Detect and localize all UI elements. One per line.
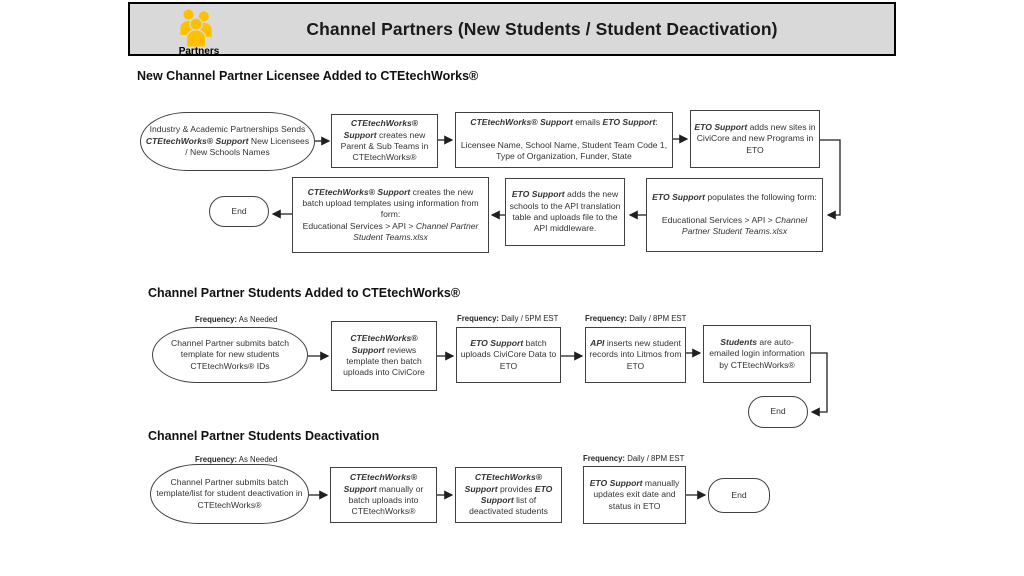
flow-node-support-reviews-template: CTEtechWorks® Support reviews template then batch uploads into CiviCore	[331, 321, 437, 391]
frequency-label: Frequency: As Needed	[195, 315, 278, 324]
flow-node-eto-populates-form: ETO Support populates the following form: Educational Services > API > Channel Partner Student Teams.xlsx	[646, 178, 823, 252]
flow-node-start-partner-submits-deactivation: Channel Partner submits batch template/list for student deactivation in CTEtechWorks®	[150, 464, 309, 524]
flow-node-support-emails-eto: CTEtechWorks® Support emails ETO Support: Licensee Name, School Name, Student Team Code 1, Type of Organization, Funder, State	[455, 112, 673, 168]
connector-arrow-elbow	[811, 353, 827, 412]
frequency-label: Frequency: Daily / 8PM EST	[583, 454, 685, 463]
flow-node-end-section2: End	[748, 396, 808, 428]
flow-node-support-manual-batch-upload: CTEtechWorks® Support manually or batch uploads into CTEtechWorks®	[330, 467, 437, 523]
page-title: Channel Partners (New Students / Student Deactivation)	[306, 19, 778, 39]
section-title-new-licensee: New Channel Partner Licensee Added to CTEtechWorks®	[137, 69, 479, 83]
logo-label: Partners	[178, 46, 220, 57]
frequency-label: Frequency: Daily / 8PM EST	[585, 314, 687, 323]
flow-node-eto-adds-sites: ETO Support adds new sites in CiviCore and new Programs in ETO	[690, 110, 820, 168]
flow-node-start-industry-partnerships: Industry & Academic Partnerships Sends CTEtechWorks® Support New Licensees / New Schools Names	[140, 112, 315, 171]
section-title-students-added: Channel Partner Students Added to CTEtechWorks®	[148, 286, 461, 300]
frequency-label: Frequency: As Needed	[195, 455, 278, 464]
flow-node-eto-adds-schools-api: ETO Support adds the new schools to the API translation table and uploads file to the API middleware.	[505, 178, 625, 246]
flow-node-end-section1: End	[209, 196, 269, 227]
flow-node-eto-batch-uploads: ETO Support batch uploads CiviCore Data to ETO	[456, 327, 561, 383]
flow-node-start-partner-submits-template: Channel Partner submits batch template for new students CTEtechWorks® IDs	[152, 327, 308, 383]
flow-node-students-auto-emailed: Students are auto-emailed login information by CTEtechWorks®	[703, 325, 811, 383]
flow-node-end-section3: End	[708, 478, 770, 513]
flow-node-support-creates-teams: CTEtechWorks® Support creates new Parent & Sub Teams in CTEtechWorks®	[331, 114, 438, 168]
frequency-label: Frequency: Daily / 5PM EST	[457, 314, 559, 323]
flow-node-support-creates-templates: CTEtechWorks® Support creates the new batch upload templates using information from form: Educational Services > API > Channel Partner Student Teams.xlsx	[292, 177, 489, 253]
title-bar	[128, 2, 896, 56]
flow-node-support-provides-list: CTEtechWorks® Support provides ETO Support list of deactivated students	[455, 467, 562, 523]
connector-arrow-elbow	[820, 140, 840, 215]
flow-node-api-inserts-records: API inserts new student records into Litmos from ETO	[585, 327, 686, 383]
flow-node-eto-updates-exit-date: ETO Support manually updates exit date and status in ETO	[583, 466, 686, 524]
section-title-students-deactivation: Channel Partner Students Deactivation	[148, 429, 380, 443]
